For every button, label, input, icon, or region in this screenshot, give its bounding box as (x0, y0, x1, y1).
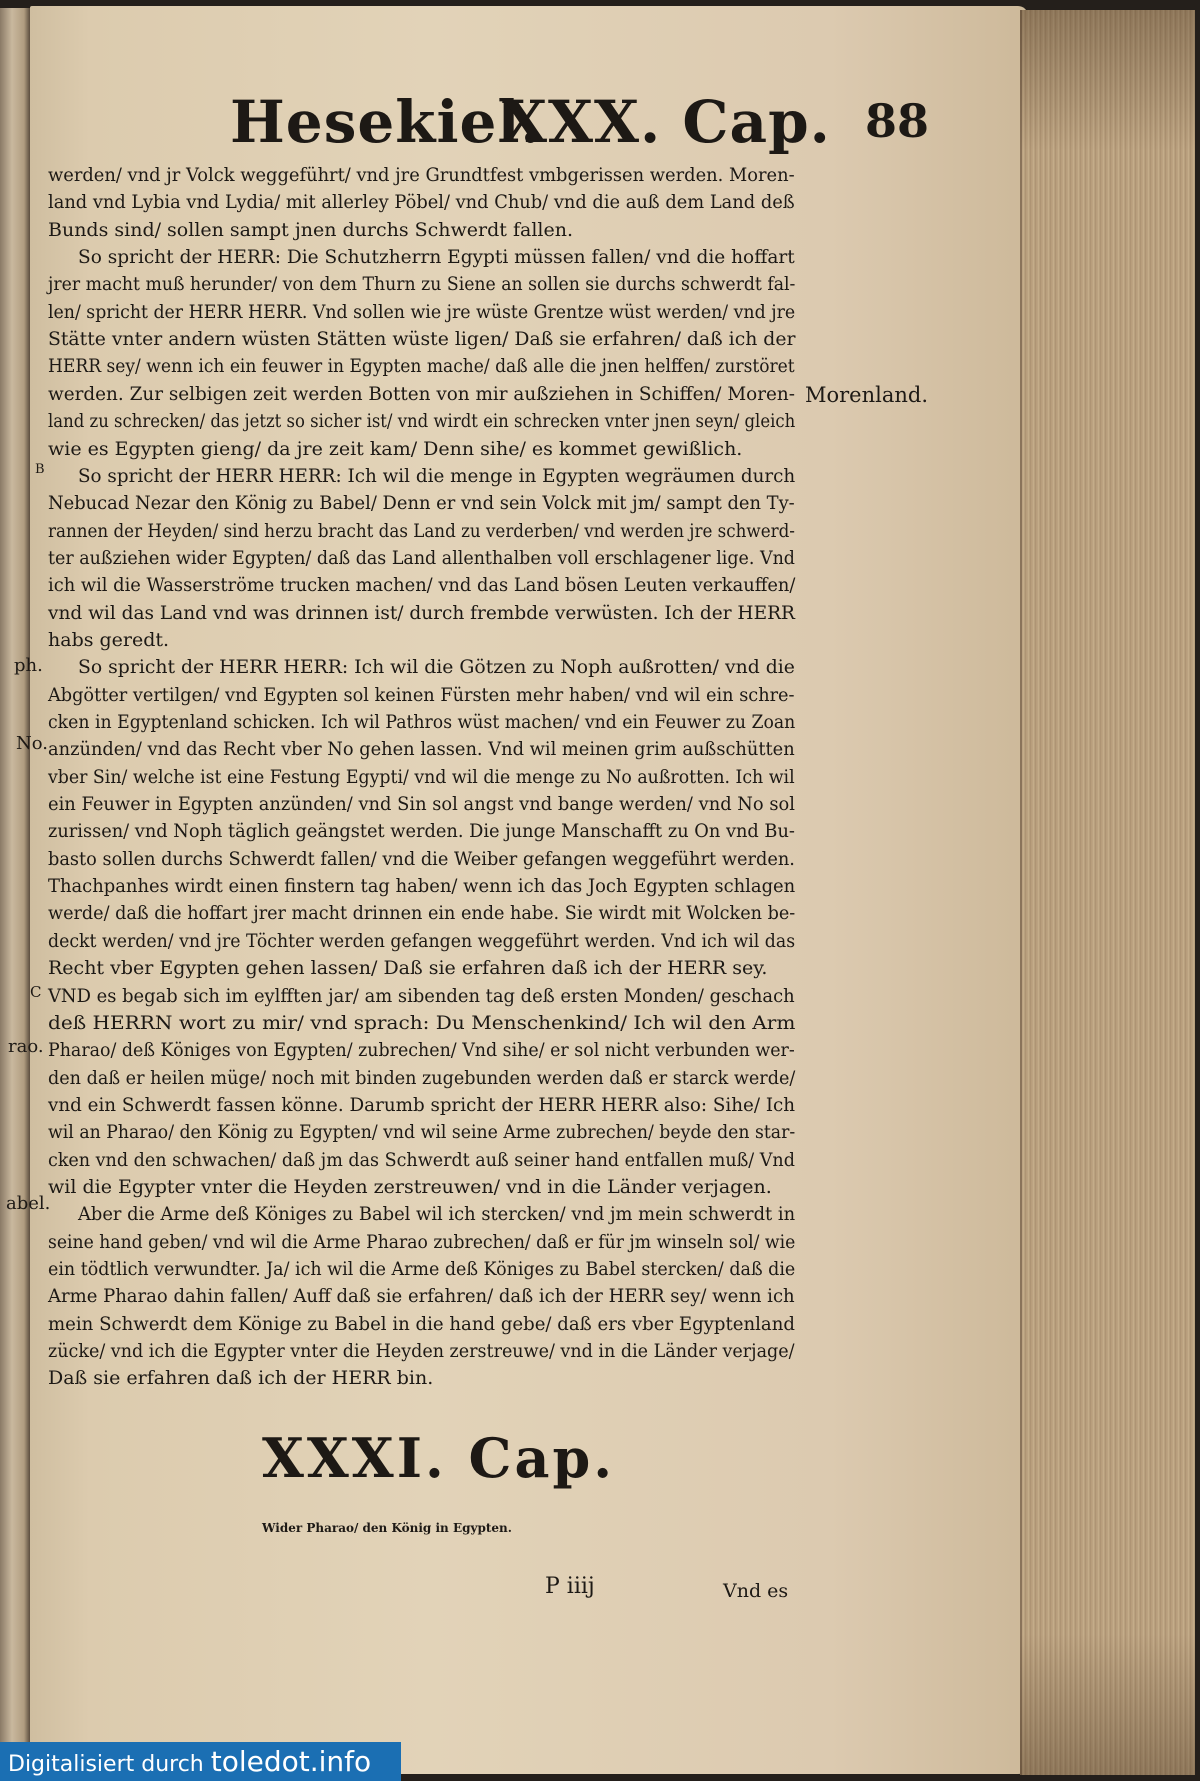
text-line: den daß er heilen müge/ noch mit binden zugebunden werden daß er starck werde/ (48, 1066, 796, 1089)
margin-note-ph: ph. (14, 655, 43, 676)
text-line: Bunds sind/ sollen sampt jnen durchs Schwerdt fallen. (48, 218, 574, 241)
text-line: zurissen/ vnd Noph täglich geängstet werden. Die junge Manschafft zu On vnd Bu- (48, 820, 795, 843)
fore-edge-shade (1020, 10, 1195, 1775)
text-line: Recht vber Egypten gehen lassen/ Daß sie erfahren daß ich der HERR sey. (48, 957, 768, 980)
text-line: ein tödtlich verwundter. Ja/ ich wil die Arme deß Königes zu Babel stercken/ daß die (48, 1258, 796, 1280)
text-line: Abgötter vertilgen/ vnd Egypten sol keinen Fürsten mehr haben/ vnd wil ein schre- (48, 683, 795, 706)
text-line: deß HERRN wort zu mir/ vnd sprach: Du Menschenkind/ Ich wil den Arm (48, 1011, 796, 1034)
text-line: basto sollen durchs Schwerdt fallen/ vnd die Weiber gefangen weggeführt werden. (48, 847, 795, 870)
text-line: land vnd Lybia vnd Lydia/ mit allerley Pöbel/ vnd Chub/ vnd die auß dem Land deß (48, 191, 795, 214)
text-line: cken in Egyptenland schicken. Ich wil Pathros wüst machen/ vnd ein Feuwer zu Zoan (48, 711, 796, 733)
text-line: vnd ein Schwerdt fassen könne. Darumb spricht der HERR HERR also: Sihe/ Ich (48, 1093, 796, 1116)
section-letter-c: C (30, 983, 42, 1001)
page-number: 88 (865, 94, 930, 148)
text-line: So spricht der HERR HERR: Ich wil die Götzen zu Noph außrotten/ vnd die (78, 656, 795, 679)
text-line: Pharao/ deß Königes von Egypten/ zubrechen/ Vnd sihe/ er sol nicht verbunden wer- (48, 1039, 795, 1062)
margin-note-no: No. (16, 733, 48, 754)
text-line: HERR sey/ wenn ich ein feuwer in Egypten mache/ daß alle die jnen helffen/ zurstöret (48, 355, 795, 378)
text-line: habs geredt. (48, 628, 170, 651)
text-line: vber Sin/ welche ist eine Festung Egypti/ vnd wil die menge zu No außrotten. Ich wil (48, 765, 795, 788)
chapter-summary: Wider Pharao/ den König in Egypten. (262, 1521, 512, 1535)
text-line: Aber die Arme deß Königes zu Babel wil ich stercken/ vnd jm mein schwerdt in (78, 1203, 796, 1226)
text-line: Stätte vnter andern wüsten Stätten wüste ligen/ Daß sie erfahren/ daß ich der (48, 328, 796, 351)
digitized-site-link[interactable]: toledot.info (210, 1745, 372, 1778)
chapter-heading: XXXI. Cap. (262, 1426, 616, 1490)
text-line: So spricht der HERR: Die Schutzherrn Egypti müssen fallen/ vnd die hoffart (78, 246, 795, 269)
text-line: VND es begab sich im eylfften jar/ am sibenden tag deß ersten Monden/ geschach (48, 984, 795, 1007)
running-chapter: XXX. Cap. (502, 88, 831, 156)
section-letter-b: B (35, 462, 45, 477)
text-line: So spricht der HERR HERR: Ich wil die menge in Egypten wegräumen durch (78, 464, 796, 487)
text-line: werden. Zur selbigen zeit werden Botten von mir außziehen in Schiffen/ Moren- (48, 382, 795, 405)
text-line: Thachpanhes wirdt einen finstern tag haben/ wenn ich das Joch Egypten schlagen (48, 875, 796, 898)
catchword: Vnd es (723, 1580, 789, 1602)
margin-note-morenland: Morenland. (805, 383, 929, 407)
text-line: zücke/ vnd ich die Egypter vnter die Heyden zerstreuwe/ vnd in die Länder verjage/ (48, 1340, 795, 1363)
signature-mark: P iiij (545, 1574, 595, 1599)
text-line: ich wil die Wasserströme trucken machen/ vnd das Land bösen Leuten verkauffen/ (48, 574, 796, 597)
text-line: werden/ vnd jr Volck weggeführt/ vnd jre Grundtfest vmbgerissen werden. Moren- (48, 164, 795, 186)
text-line: jrer macht muß herunder/ von dem Thurn zu Siene an sollen sie durchs schwerdt fal- (48, 273, 796, 296)
margin-note-rao: rao. (8, 1036, 44, 1057)
text-line: rannen der Heyden/ sind herzu bracht das Land zu verderben/ vnd werden jre schwerd- (48, 519, 795, 542)
text-line: Arme Pharao dahin fallen/ Auff daß sie erfahren/ daß ich der HERR sey/ wenn ich (48, 1285, 795, 1308)
text-line: seine hand geben/ vnd wil die Arme Pharao zubrechen/ daß er für jm winseln sol/ wie (48, 1230, 796, 1253)
text-line: wil an Pharao/ den König zu Egypten/ vnd wil seine Arme zubrechen/ beyde den star- (48, 1121, 796, 1144)
text-line: anzünden/ vnd das Recht vber No gehen lassen. Vnd wil meinen grim außschütten (48, 738, 795, 761)
text-line: Daß sie erfahren daß ich der HERR bin. (48, 1367, 434, 1390)
text-line: Nebucad Nezar den König zu Babel/ Denn er vnd sein Volck mit jm/ sampt den Ty- (48, 492, 795, 515)
text-line: cken vnd den schwachen/ daß jm das Schwerdt auß seiner hand entfallen muß/ Vnd (48, 1148, 795, 1171)
digitized-by-banner[interactable] (0, 1742, 401, 1781)
text-line: ter außziehen wider Egypten/ daß das Land allenthalben voll erschlagener lige. Vnd (48, 546, 795, 569)
margin-note-abel: abel. (6, 1193, 51, 1214)
text-line: wil die Egypter vnter die Heyden zerstreuwen/ vnd in die Länder verjagen. (48, 1175, 772, 1198)
text-line: land zu schrecken/ das jetzt so sicher ist/ vnd wirdt ein schrecken vnter jnen seyn/ gleich (48, 410, 796, 433)
previous-page-edge (0, 8, 30, 1768)
text-line: vnd wil das Land vnd was drinnen ist/ durch frembde verwüsten. Ich der HERR (48, 601, 795, 624)
text-line: wie es Egypten gieng/ da jre zeit kam/ Denn sihe/ es kommet gewißlich. (48, 437, 743, 460)
text-line: werde/ daß die hoffart jrer macht drinnen ein ende habe. Sie wirdt mit Wolcken be- (48, 902, 796, 925)
text-line: len/ spricht der HERR HERR. Vnd sollen wie jre wüste Grentze wüst werden/ vnd jre (48, 300, 796, 323)
text-line: mein Schwerdt dem Könige zu Babel in die hand gebe/ daß ers vber Egyptenland (48, 1312, 795, 1335)
text-line: ein Feuwer in Egypten anzünden/ vnd Sin sol angst vnd bange werden/ vnd No sol (48, 793, 795, 816)
running-title: Hesekiel. (230, 88, 542, 156)
text-line: deckt werden/ vnd jre Töchter werden gefangen weggeführt werden. Vnd ich wil das (48, 929, 796, 952)
digitized-prefix: Digitalisiert durch (8, 1752, 211, 1777)
